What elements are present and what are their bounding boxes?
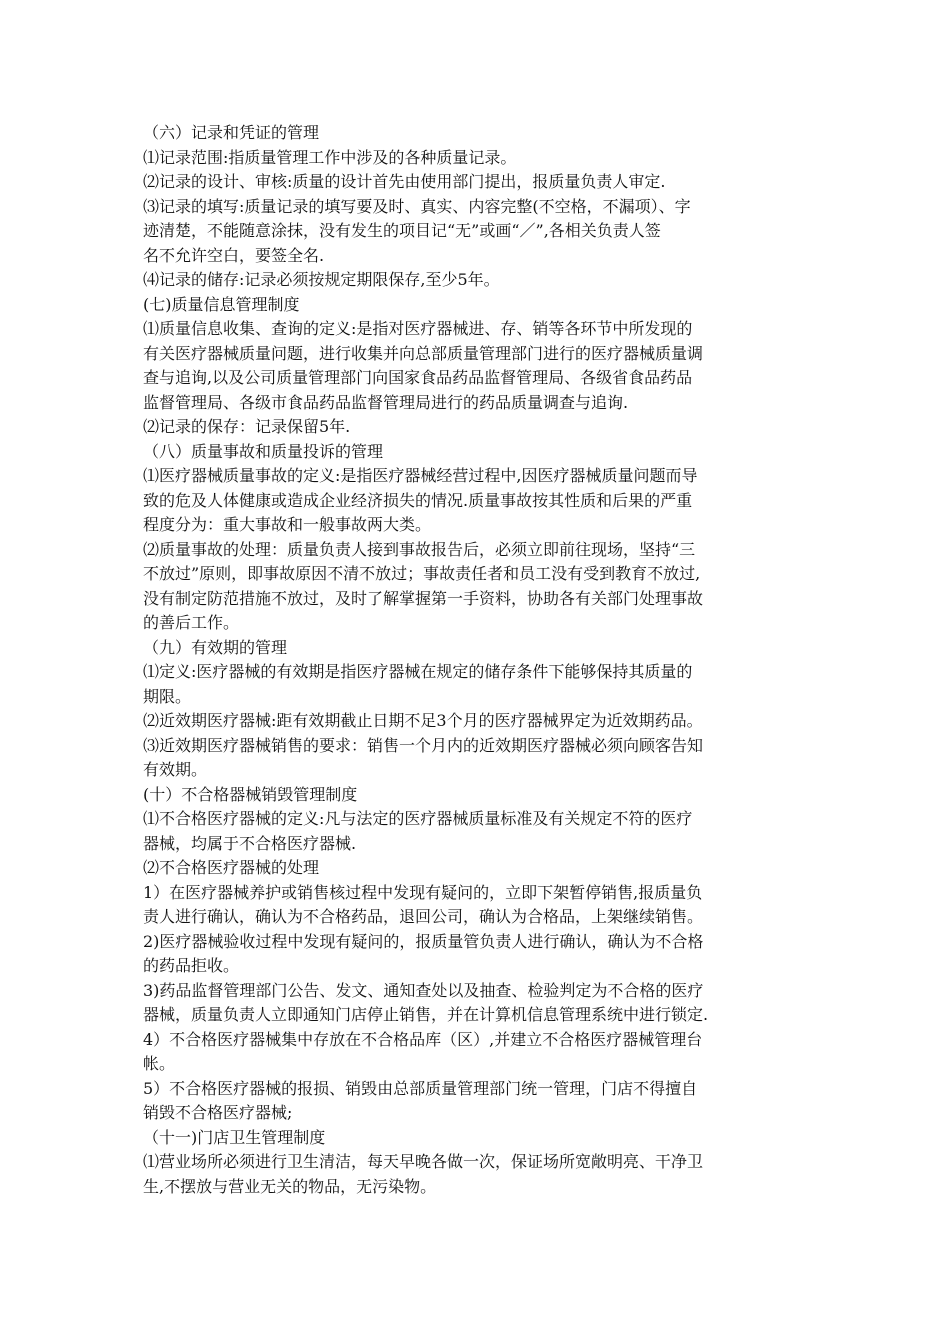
- text-line: 1）在医疗器械养护或销售核过程中发现有疑问的，立即下架暂停销售,报质量负: [143, 882, 703, 902]
- text-line: 查与追询,以及公司质量管理部门向国家食品药品监督管理局、各级省食品药品: [143, 368, 693, 387]
- text-line: ⑷记录的储存:记录必须按规定期限保存,至少5年。: [143, 270, 500, 289]
- text-line: 有关医疗器械质量问题，进行收集并向总部质量管理部门进行的医疗器械质量调: [143, 343, 704, 363]
- text-line: 没有制定防范措施不放过，及时了解掌握第一手资料，协助各有关部门处理事故: [143, 588, 704, 608]
- text-line: 不放过”原则，即事故原因不清不放过；事故责任者和员工没有受到教育不放过,: [143, 564, 701, 583]
- text-line: ⑶近效期医疗器械销售的要求：销售一个月内的近效期医疗器械必须向顾客告知: [143, 735, 704, 755]
- text-line: 程度分为：重大事故和一般事故两大类。: [143, 515, 432, 534]
- text-line: （六）记录和凭证的管理: [143, 123, 320, 142]
- text-line: ⑵质量事故的处理：质量负责人接到事故报告后，必须立即前往现场，坚持“三: [143, 539, 696, 559]
- text-line: ⑴不合格医疗器械的定义:凡与法定的医疗器械质量标准及有关规定不符的医疗: [143, 809, 693, 828]
- text-line: 致的危及人体健康或造成企业经济损失的情况.质量事故按其性质和后果的严重: [143, 490, 693, 510]
- text-line: ⑵近效期医疗器械:距有效期截止日期不足3个月的医疗器械界定为近效期药品。: [143, 711, 703, 730]
- text-line: 4）不合格医疗器械集中存放在不合格品库（区）,并建立不合格医疗器械管理台: [143, 1029, 703, 1049]
- text-line: (十）不合格器械销毁管理制度: [143, 784, 358, 804]
- text-line: 迹清楚，不能随意涂抹，没有发生的项目记“无”或画“／”,各相关负责人签: [143, 221, 661, 240]
- text-line: ⑵记录的保存：记录保留5年.: [143, 417, 351, 436]
- text-line: 帐。: [143, 1054, 176, 1073]
- text-line: ⑴定义:医疗器械的有效期是指医疗器械在规定的储存条件下能够保持其质量的: [143, 662, 693, 681]
- text-line: 生,不摆放与营业无关的物品，无污染物。: [143, 1176, 437, 1196]
- text-line: 期限。: [143, 686, 192, 706]
- text-line: 销毁不合格医疗器械;: [143, 1103, 293, 1122]
- text-line: 的药品拒收。: [143, 956, 240, 975]
- text-line: ⑵不合格医疗器械的处理: [143, 858, 320, 877]
- text-line: ⑴记录范围:指质量管理工作中涉及的各种质量记录。: [143, 147, 517, 167]
- document-body: [143, 121, 823, 1199]
- text-line: ⑴医疗器械质量事故的定义:是指医疗器械经营过程中,因医疗器械质量问题而导: [143, 466, 698, 485]
- text-line: ⑴质量信息收集、查询的定义:是指对医疗器械进、存、销等各环节中所发现的: [143, 319, 693, 338]
- text-line: 器械，质量负责人立即通知门店停止销售，并在计算机信息管理系统中进行锁定.: [143, 1005, 709, 1024]
- text-line: 2)医疗器械验收过程中发现有疑问的，报质量管负责人进行确认，确认为不合格: [143, 931, 704, 951]
- text-line: 3)药品监督管理部门公告、发文、通知查处以及抽查、检验判定为不合格的医疗: [143, 980, 704, 1000]
- text-line: 器械，均属于不合格医疗器械.: [143, 833, 357, 853]
- text-line: 名不允许空白，要签全名.: [143, 245, 325, 265]
- text-line: ⑴营业场所必须进行卫生清洁，每天早晚各做一次，保证场所宽敞明亮、干净卫: [143, 1152, 704, 1171]
- text-line: (七)质量信息管理制度: [143, 294, 300, 314]
- text-line: 5）不合格医疗器械的报损、销毁由总部质量管理部门统一管理，门店不得擅自: [143, 1078, 698, 1098]
- text-line: （八）质量事故和质量投诉的管理: [143, 441, 384, 461]
- text-line: ⑶记录的填写:质量记录的填写要及时、真实、内容完整(不空格，不漏项）、字: [143, 196, 691, 216]
- text-line: （十一)门店卫生管理制度: [143, 1127, 326, 1147]
- text-line: （九）有效期的管理: [143, 637, 288, 657]
- text-line: 责人进行确认，确认为不合格药品，退回公司，确认为合格品，上架继续销售。: [143, 907, 704, 926]
- text-line: 的善后工作。: [143, 613, 240, 632]
- text-line: 监督管理局、各级市食品药品监督管理局进行的药品质量调查与追询.: [143, 392, 629, 412]
- text-line: ⑵记录的设计、审核:质量的设计首先由使用部门提出，报质量负责人审定.: [143, 172, 666, 191]
- text-line: 有效期。: [143, 760, 208, 779]
